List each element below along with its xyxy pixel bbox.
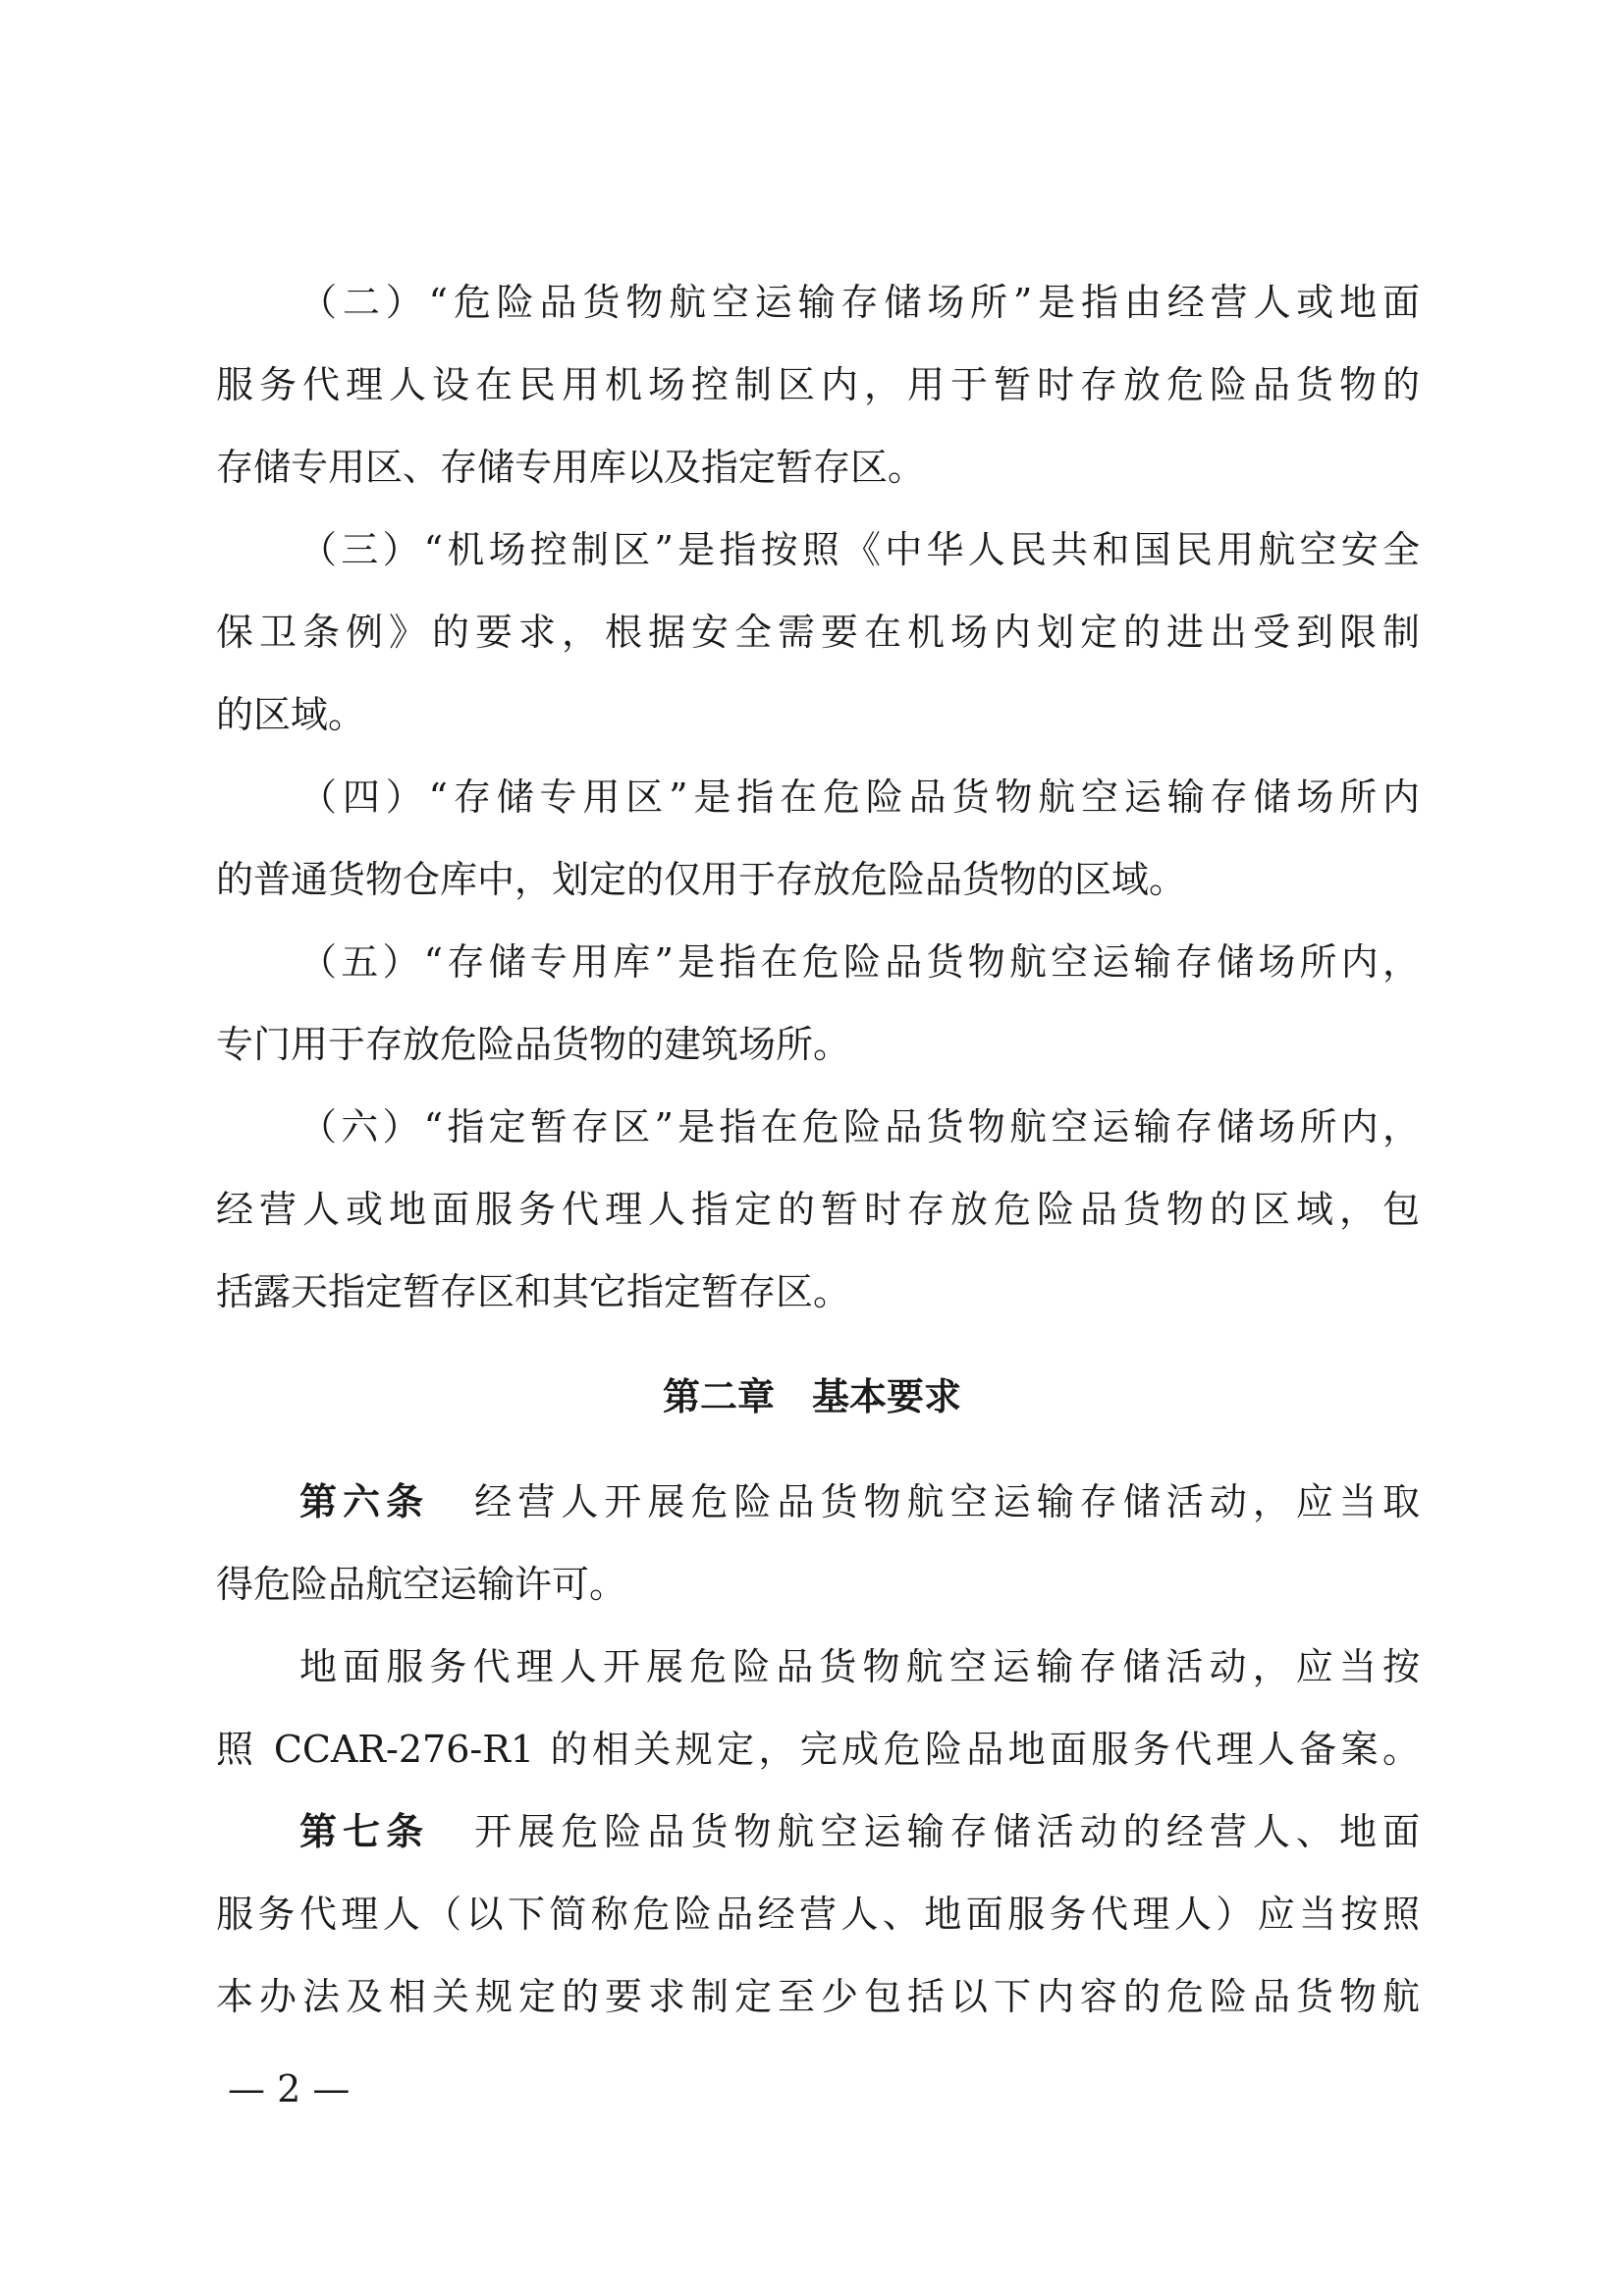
- paragraph-definition-2-line-2: 服务代理人设在民用机场控制区内，用于暂时存放危险品货物的: [216, 363, 1420, 406]
- paragraph-definition-5-line-2: 专门用于存放危险品货物的建筑场所。: [216, 1023, 851, 1066]
- article-7-line-3: 本办法及相关规定的要求制定至少包括以下内容的危险品货物航: [216, 1975, 1420, 2018]
- article-7-text: 开展危险品货物航空运输存储活动的经营人、地面: [468, 1810, 1420, 1853]
- paragraph-definition-4-line-2: 的普通货物仓库中，划定的仅用于存放危险品货物的区域。: [216, 858, 1187, 901]
- paragraph-definition-2-line-1: （二）“危险品货物航空运输存储场所”是指由经营人或地面: [299, 281, 1420, 324]
- article-6-text: 经营人开展危险品货物航空运输存储活动，应当取: [468, 1480, 1420, 1523]
- paragraph-definition-3-line-3: 的区域。: [216, 693, 366, 736]
- article-6-line-2: 得危险品航空运输许可。: [216, 1563, 627, 1606]
- paragraph-definition-6-line-2: 经营人或地面服务代理人指定的暂时存放危险品货物的区域，包: [216, 1188, 1420, 1231]
- article-6-label: 第六条: [299, 1480, 430, 1523]
- paragraph-definition-3-line-1: （三）“机场控制区”是指按照《中华人民共和国民用航空安全: [299, 528, 1420, 571]
- chapter-heading: 第二章 基本要求: [662, 1375, 961, 1418]
- article-7-line-2: 服务代理人（以下简称危险品经营人、地面服务代理人）应当按照: [216, 1893, 1420, 1936]
- paragraph-definition-4-line-1: （四）“存储专用区”是指在危险品货物航空运输存储场所内: [299, 775, 1420, 819]
- article-6-line-1: [299, 1472, 1420, 1531]
- article-7-label: 第七条: [299, 1810, 430, 1853]
- paragraph-definition-6-line-1: （六）“指定暂存区”是指在危险品货物航空运输存储场所内，: [299, 1105, 1420, 1148]
- article-7-line-1: [299, 1802, 1420, 1861]
- paragraph-definition-2-line-3: 存储专用区、存储专用库以及指定暂存区。: [216, 446, 926, 489]
- page-number: — 2 —: [228, 2067, 351, 2110]
- paragraph-definition-5-line-1: （五）“存储专用库”是指在危险品货物航空运输存储场所内，: [299, 940, 1420, 984]
- paragraph-definition-3-line-2: 保卫条例》的要求，根据安全需要在机场内划定的进出受到限制: [216, 611, 1420, 654]
- paragraph-definition-6-line-3: 括露天指定暂存区和其它指定暂存区。: [216, 1270, 851, 1313]
- paragraph-ground-service-line-2: 照 CCAR-276-R1 的相关规定，完成危险品地面服务代理人备案。: [216, 1728, 1420, 1771]
- paragraph-ground-service-line-1: 地面服务代理人开展危险品货物航空运输存储活动，应当按: [299, 1645, 1420, 1688]
